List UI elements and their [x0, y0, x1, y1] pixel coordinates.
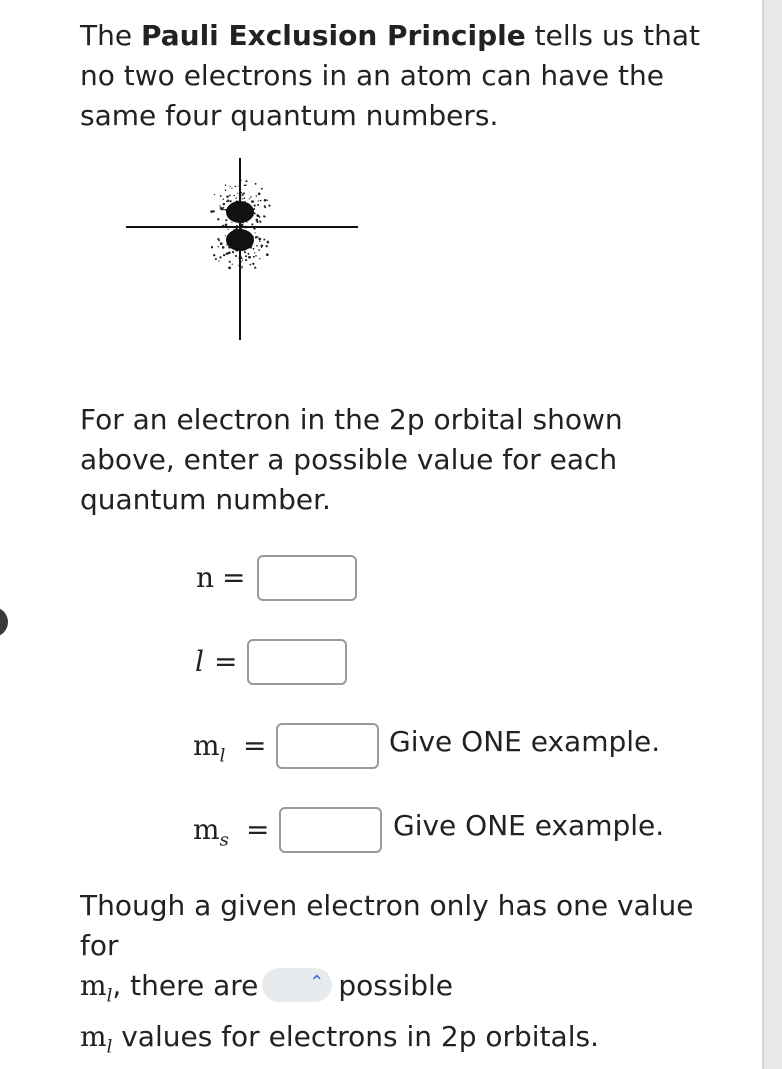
orbital-dot — [261, 188, 263, 190]
orbital-dot — [228, 196, 229, 197]
orbital-dot — [249, 264, 251, 266]
orbital-dot — [211, 246, 213, 248]
orbital-dot — [247, 253, 249, 255]
orbital-dot — [264, 206, 266, 208]
l-equals: = — [214, 645, 238, 678]
orbital-dot — [220, 207, 222, 209]
orbital-dot — [258, 193, 261, 196]
orbital-dot — [256, 245, 258, 247]
orbital-dot — [257, 204, 259, 206]
orbital-dot — [220, 242, 223, 245]
orbital-dot — [241, 224, 243, 226]
ml-label: $m_l$ — [193, 729, 226, 767]
closing-line-2: for — [80, 929, 119, 962]
l-input[interactable] — [247, 639, 347, 685]
orbital-dot — [259, 258, 260, 259]
orbital-dot — [262, 245, 263, 246]
orbital-dot — [244, 250, 245, 251]
orbital-dot — [227, 229, 228, 230]
orbital-dot — [245, 184, 247, 186]
orbital-dot — [253, 256, 255, 258]
orbital-dot — [259, 216, 261, 218]
ms-hint: Give ONE example. — [393, 809, 665, 842]
orbital-dot — [264, 199, 267, 202]
orbital-dot — [242, 198, 243, 199]
n-equals: = — [222, 561, 246, 594]
orbital-dot — [255, 183, 257, 185]
orbital-dot — [228, 267, 231, 270]
orbital-dot — [257, 214, 260, 217]
orbital-dot — [235, 186, 237, 188]
orbital-dot — [245, 180, 247, 182]
orbital-dot — [259, 241, 260, 242]
orbital-dot — [241, 267, 242, 268]
ml-equals: = — [243, 729, 267, 762]
orbital-dot — [243, 197, 245, 199]
orbital-dot — [219, 205, 220, 206]
ml-input[interactable] — [276, 723, 379, 769]
orbital-dot — [245, 259, 247, 261]
orbital-dot — [261, 247, 262, 248]
orbital-dot — [233, 195, 234, 196]
orbital-dot — [225, 235, 226, 236]
orbital-dot — [256, 195, 258, 197]
orbital-dot — [223, 254, 225, 256]
ms-equals: = — [246, 813, 270, 846]
orbital-dot — [229, 195, 231, 197]
right-scroll-gutter — [762, 0, 782, 1069]
intro-bold-term: Pauli Exclusion Principle — [140, 19, 526, 52]
orbital-dot — [260, 200, 262, 202]
orbital-dot — [248, 256, 250, 258]
orbital-dot — [226, 244, 227, 245]
orbital-dot — [223, 203, 225, 205]
intro-prefix: The — [80, 19, 141, 52]
orbital-dot — [258, 238, 261, 241]
orbital-dot — [255, 236, 257, 238]
orbital-dot — [251, 223, 253, 225]
orbital-dot — [213, 254, 215, 256]
closing-line-4: $m_l$ values for electrons in 2p orbitals. — [80, 1019, 599, 1058]
orbital-dot — [222, 246, 224, 248]
orbital-dot — [254, 205, 256, 207]
orbital-dot — [254, 252, 255, 253]
closing-line-1: Though a given electron only has one value — [80, 889, 694, 922]
chevron-updown-icon: ⌃ — [309, 972, 325, 993]
orbital-dot — [210, 210, 213, 213]
orbital-dot — [225, 219, 227, 221]
orbital-dot — [232, 264, 233, 265]
orbital-dot — [229, 261, 231, 263]
intro-paragraph — [80, 16, 720, 136]
orbital-dot — [214, 194, 215, 195]
l-label: l — [195, 645, 204, 678]
orbital-dot — [266, 199, 268, 201]
ms-input[interactable] — [279, 807, 382, 853]
left-edge-tab — [0, 607, 8, 637]
orbital-dot — [268, 205, 270, 207]
orbital-dot — [231, 188, 232, 189]
orbital-dot — [256, 221, 258, 223]
orbital-dot — [230, 200, 232, 202]
orbital-dot — [237, 193, 238, 194]
orbital-dot — [251, 200, 254, 203]
orbital-dot — [258, 200, 259, 201]
orbital-dot — [266, 253, 269, 256]
intro-suffix: tells us that no two electrons in an atom can have the same four quantum numbers. — [80, 19, 700, 132]
orbital-dot — [215, 258, 217, 260]
orbital-dot — [254, 267, 256, 269]
orbital-dot — [220, 195, 222, 197]
orbital-dot — [223, 209, 225, 211]
orbital-dot — [218, 260, 219, 261]
orbital-dot — [241, 266, 242, 267]
ms-label: $m_s$ — [193, 813, 229, 851]
orbital-dot — [259, 220, 261, 222]
orbital-dot — [219, 256, 221, 258]
orbital-dot — [242, 193, 244, 195]
orbital-dot — [252, 263, 254, 265]
orbital-dot — [223, 207, 225, 209]
orbital-dot — [217, 238, 219, 240]
closing-paragraph — [80, 886, 720, 1067]
orbital-dot — [255, 255, 257, 257]
orbital-dot — [254, 232, 255, 233]
orbital-dot — [235, 198, 237, 200]
upper-lobe-core — [226, 201, 254, 223]
orbital-dot — [258, 249, 260, 251]
orbital-dot — [217, 246, 218, 247]
orbital-dot — [225, 224, 228, 227]
orbital-dot — [250, 196, 252, 198]
orbital-dot — [217, 218, 219, 220]
possible-count-select[interactable] — [262, 968, 332, 1002]
orbital-dot — [266, 245, 268, 247]
orbital-dot — [225, 184, 227, 186]
orbital-dot — [232, 251, 234, 253]
orbital-dot — [213, 210, 214, 211]
lower-lobe-core — [226, 229, 254, 251]
orbital-dot — [267, 241, 270, 244]
n-label: n — [196, 561, 215, 594]
orbital-dot — [231, 222, 232, 223]
orbital-dot — [255, 213, 256, 214]
right-border — [762, 0, 764, 1069]
orbital-dot — [225, 190, 227, 192]
orbital-dot — [230, 186, 231, 187]
orbital-dot — [242, 260, 243, 261]
orbital-dot — [235, 255, 237, 257]
ml-hint: Give ONE example. — [389, 725, 661, 758]
orbital-dot — [244, 184, 246, 186]
orbital-dot — [263, 239, 265, 241]
n-input[interactable] — [257, 555, 357, 601]
question-text: For an electron in the 2p orbital shown above, enter a possible value for each quantum number. — [80, 403, 623, 516]
orbital-dot — [227, 200, 230, 203]
orbital-dot — [245, 255, 247, 257]
closing-line-3: $m_l$, there are ⌃ possible — [80, 969, 454, 1007]
orbital-dot — [222, 198, 223, 199]
orbital-dot — [264, 216, 266, 218]
orbital-dot — [253, 248, 255, 250]
2p-orbital-diagram — [120, 150, 360, 345]
orbital-dot — [226, 253, 228, 255]
orbital-dot — [249, 198, 250, 199]
